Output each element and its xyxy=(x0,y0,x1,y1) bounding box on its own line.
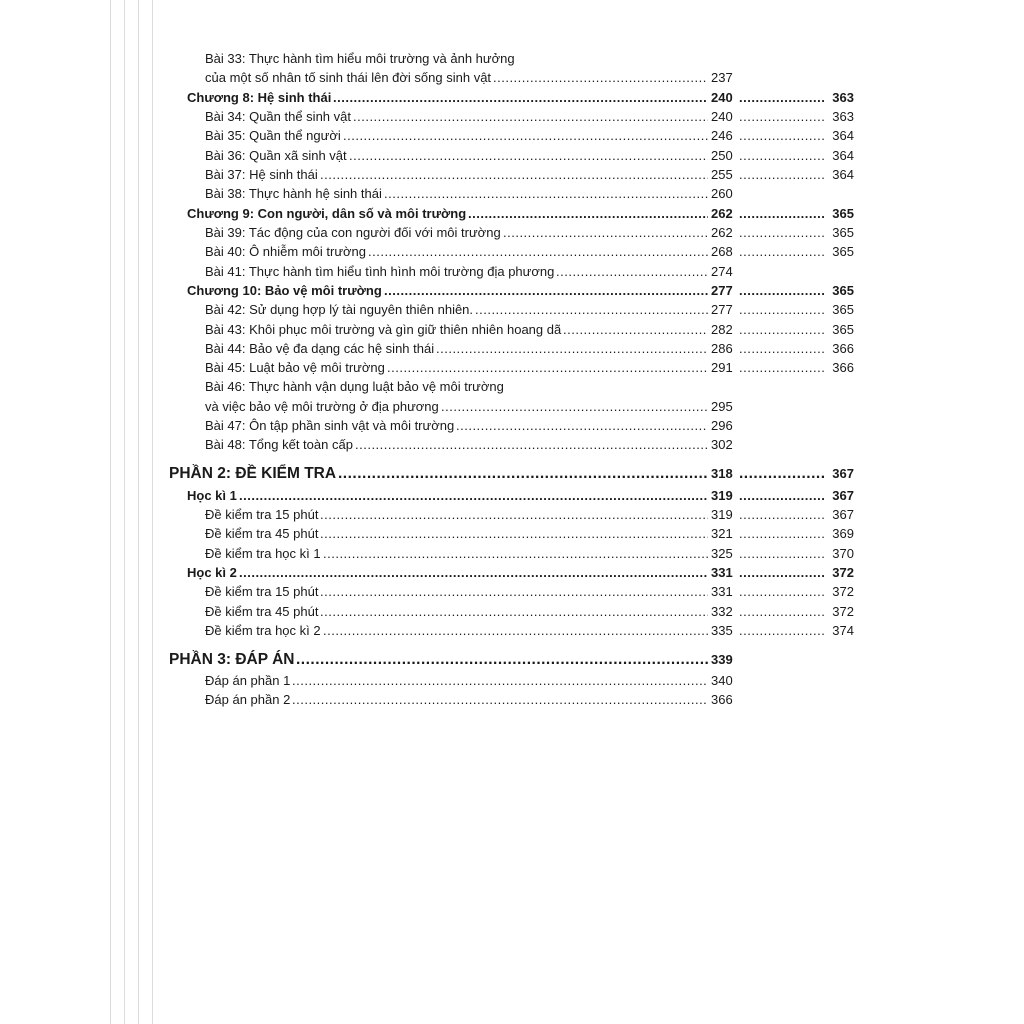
toc-entry-title: PHẦN 3: ĐÁP ÁN xyxy=(169,651,295,668)
toc-lesson-row xyxy=(0,671,1024,690)
page-number-part1: 250 xyxy=(711,148,733,163)
page-number-part1: 240 xyxy=(711,90,733,105)
leader-dots xyxy=(384,184,708,203)
leader-dots xyxy=(292,671,708,690)
leader-dots xyxy=(739,204,826,223)
toc-entry-title: Bài 35: Quần thể người xyxy=(205,128,341,143)
page-number-part1: 246 xyxy=(711,128,733,143)
toc-entry-title: Học kì 1 xyxy=(187,488,237,503)
toc-entry-title: Bài 46: Thực hành vận dụng luật bảo vệ môi trường xyxy=(205,379,504,394)
leader-dots xyxy=(296,649,708,671)
toc-entry-title: Bài 40: Ô nhiễm môi trường xyxy=(205,244,367,259)
leader-dots xyxy=(320,165,708,184)
page-number-answer: 367 xyxy=(832,488,854,503)
toc-lesson-row xyxy=(0,358,1024,377)
page-number-part1: 282 xyxy=(711,322,733,337)
leader-dots xyxy=(739,320,826,339)
leader-dots xyxy=(739,300,826,319)
toc-entry-title: và việc bảo vệ môi trường ở địa phương xyxy=(205,399,439,414)
leader-dots xyxy=(739,486,826,505)
page-number-part1: 325 xyxy=(711,546,733,561)
page-number-answer: 364 xyxy=(832,167,854,182)
toc-lesson-row xyxy=(0,505,1024,524)
toc-lesson-row xyxy=(0,300,1024,319)
toc-lesson-row xyxy=(0,582,1024,601)
page-number-part1: 277 xyxy=(711,283,733,298)
toc-entry-title: Bài 43: Khôi phục môi trường và gìn giữ thiên nhiên hoang dã xyxy=(205,322,562,337)
page-number-answer: 364 xyxy=(832,148,854,163)
page-number-part1: 302 xyxy=(711,437,733,452)
leader-dots xyxy=(739,281,826,300)
page-number-part1: 331 xyxy=(711,565,733,580)
toc-entry-title: Đề kiểm tra học kì 1 xyxy=(205,546,321,561)
page-number-answer: 363 xyxy=(832,90,854,105)
page-number-answer: 363 xyxy=(832,109,854,124)
toc-entry-title: Bài 34: Quần thể sinh vật xyxy=(205,109,351,124)
page-number-part1: 255 xyxy=(711,167,733,182)
toc-lesson-row xyxy=(0,690,1024,709)
toc-entry-title: PHẦN 2: ĐỀ KIỂM TRA xyxy=(169,465,337,482)
toc-part-row xyxy=(0,649,1024,671)
leader-dots xyxy=(338,463,708,485)
toc-entry-title: Bài 47: Ôn tập phần sinh vật và môi trường xyxy=(205,418,455,433)
toc-entry-title: Đáp án phần 2 xyxy=(205,692,291,707)
page-number-answer: 366 xyxy=(832,360,854,375)
toc-entry-title: của một số nhân tố sinh thái lên đời sống sinh vật xyxy=(205,70,492,85)
toc-entry-title: Đáp án phần 1 xyxy=(205,673,291,688)
toc-entry-title: Chương 8: Hệ sinh thái xyxy=(187,90,332,105)
toc-entry-title: Đề kiểm tra 45 phút xyxy=(205,526,319,541)
page-number-part1: 260 xyxy=(711,186,733,201)
page-number-part1: 335 xyxy=(711,623,733,638)
leader-dots xyxy=(739,563,826,582)
leader-dots xyxy=(333,88,708,107)
toc-lesson-row xyxy=(0,68,1024,87)
toc-lesson-row xyxy=(0,49,1024,68)
page-number-part1: 262 xyxy=(711,206,733,221)
toc-entry-title: Bài 41: Thực hành tìm hiểu tình hình môi trường địa phương xyxy=(205,264,555,279)
toc-entry-title: Học kì 2 xyxy=(187,565,237,580)
toc-entry-title: Bài 38: Thực hành hệ sinh thái xyxy=(205,186,382,201)
toc-entry-title: Bài 48: Tổng kết toàn cấp xyxy=(205,437,353,452)
toc-lesson-row xyxy=(0,339,1024,358)
leader-dots xyxy=(739,223,826,242)
page-number-answer: 372 xyxy=(832,584,854,599)
leader-dots xyxy=(353,107,708,126)
page-number-answer: 365 xyxy=(832,244,854,259)
toc-entry-title: Chương 10: Bảo vệ môi trường xyxy=(187,283,382,298)
page-number-answer: 364 xyxy=(832,128,854,143)
page-number-answer: 372 xyxy=(832,565,854,580)
toc-lesson-row xyxy=(0,242,1024,261)
leader-dots xyxy=(739,107,826,126)
leader-dots xyxy=(556,262,708,281)
leader-dots xyxy=(739,126,826,145)
toc-entry-title: Đề kiểm tra 45 phút xyxy=(205,604,319,619)
leader-dots xyxy=(739,524,826,543)
page-number-part1: 237 xyxy=(711,70,733,85)
toc-entry-title: Bài 42: Sử dụng hợp lý tài nguyên thiên nhiên. xyxy=(205,302,474,317)
toc-entry-title: Bài 44: Bảo vệ đa dạng các hệ sinh thái xyxy=(205,341,435,356)
leader-dots xyxy=(441,397,708,416)
page-number-part1: 366 xyxy=(711,692,733,707)
toc-lesson-row xyxy=(0,184,1024,203)
leader-dots xyxy=(320,524,708,543)
page-number-part1: 274 xyxy=(711,264,733,279)
toc-lesson-row xyxy=(0,397,1024,416)
page-number-answer: 374 xyxy=(832,623,854,638)
leader-dots xyxy=(739,505,826,524)
page-number-answer: 369 xyxy=(832,526,854,541)
leader-dots xyxy=(739,88,826,107)
toc-entry-title: Đề kiểm tra 15 phút xyxy=(205,507,319,522)
page-number-part1: 321 xyxy=(711,526,733,541)
page-number-answer: 365 xyxy=(832,322,854,337)
page-number-answer: 365 xyxy=(832,206,854,221)
page-number-answer: 365 xyxy=(832,283,854,298)
leader-dots xyxy=(739,339,826,358)
toc-lesson-row xyxy=(0,435,1024,454)
page-number-answer: 365 xyxy=(832,225,854,240)
toc-chapter-row xyxy=(0,204,1024,223)
leader-dots xyxy=(349,146,708,165)
leader-dots xyxy=(387,358,708,377)
toc-entry-title: Bài 33: Thực hành tìm hiểu môi trường và ảnh hưởng xyxy=(205,51,515,66)
page-number-part1: 332 xyxy=(711,604,733,619)
leader-dots xyxy=(739,463,826,485)
page-number-answer: 367 xyxy=(832,466,854,481)
page-number-answer: 370 xyxy=(832,546,854,561)
leader-dots xyxy=(739,242,826,261)
toc-lesson-row xyxy=(0,524,1024,543)
leader-dots xyxy=(739,582,826,601)
leader-dots xyxy=(468,204,708,223)
leader-dots xyxy=(739,358,826,377)
page-number-part1: 340 xyxy=(711,673,733,688)
leader-dots xyxy=(563,320,708,339)
leader-dots xyxy=(355,435,708,454)
page-number-part1: 339 xyxy=(711,652,733,667)
leader-dots xyxy=(320,582,708,601)
leader-dots xyxy=(456,416,708,435)
leader-dots xyxy=(323,621,708,640)
leader-dots xyxy=(739,165,826,184)
leader-dots xyxy=(503,223,708,242)
toc-entry-title: Đề kiểm tra học kì 2 xyxy=(205,623,321,638)
page-number-part1: 319 xyxy=(711,507,733,522)
page-number-part1: 291 xyxy=(711,360,733,375)
leader-dots xyxy=(292,690,708,709)
page-number-part1: 296 xyxy=(711,418,733,433)
page-number-part1: 268 xyxy=(711,244,733,259)
toc-chapter-row xyxy=(0,281,1024,300)
leader-dots xyxy=(239,486,708,505)
page-number-answer: 365 xyxy=(832,302,854,317)
page-number-answer: 372 xyxy=(832,604,854,619)
toc-chapter-row xyxy=(0,563,1024,582)
leader-dots xyxy=(739,621,826,640)
leader-dots xyxy=(320,602,708,621)
leader-dots xyxy=(384,281,708,300)
page-number-part1: 277 xyxy=(711,302,733,317)
toc-lesson-row xyxy=(0,621,1024,640)
page-number-part1: 319 xyxy=(711,488,733,503)
toc-lesson-row xyxy=(0,544,1024,563)
toc-lesson-row xyxy=(0,146,1024,165)
leader-dots xyxy=(739,602,826,621)
toc-lesson-row xyxy=(0,165,1024,184)
page-number-part1: 262 xyxy=(711,225,733,240)
toc-entry-title: Bài 45: Luật bảo vệ môi trường xyxy=(205,360,385,375)
toc-lesson-row xyxy=(0,126,1024,145)
toc-lesson-row xyxy=(0,262,1024,281)
toc-entry-title: Đề kiểm tra 15 phút xyxy=(205,584,319,599)
page-number-part1: 318 xyxy=(711,466,733,481)
leader-dots xyxy=(239,563,708,582)
leader-dots xyxy=(320,505,708,524)
toc-lesson-row xyxy=(0,416,1024,435)
leader-dots xyxy=(739,544,826,563)
page-number-answer: 367 xyxy=(832,507,854,522)
page-number-part1: 295 xyxy=(711,399,733,414)
page-number-answer: 366 xyxy=(832,341,854,356)
leader-dots xyxy=(323,544,708,563)
leader-dots xyxy=(368,242,708,261)
page-number-part1: 286 xyxy=(711,341,733,356)
toc-entry-title: Bài 39: Tác động của con người đối với môi trường xyxy=(205,225,501,240)
toc-entry-title: Chương 9: Con người, dân số và môi trường xyxy=(187,206,467,221)
toc-lesson-row xyxy=(0,223,1024,242)
toc-lesson-row xyxy=(0,320,1024,339)
toc-chapter-row xyxy=(0,486,1024,505)
leader-dots xyxy=(493,68,708,87)
page-number-part1: 331 xyxy=(711,584,733,599)
toc-lesson-row xyxy=(0,377,1024,396)
toc-lesson-row xyxy=(0,602,1024,621)
toc-lesson-row xyxy=(0,107,1024,126)
leader-dots xyxy=(739,146,826,165)
page-number-part1: 240 xyxy=(711,109,733,124)
leader-dots xyxy=(343,126,708,145)
toc-part-row xyxy=(0,463,1024,485)
toc-entry-title: Bài 36: Quần xã sinh vật xyxy=(205,148,347,163)
leader-dots xyxy=(436,339,708,358)
toc-entry-title: Bài 37: Hệ sinh thái xyxy=(205,167,318,182)
leader-dots xyxy=(475,300,708,319)
toc-chapter-row xyxy=(0,88,1024,107)
